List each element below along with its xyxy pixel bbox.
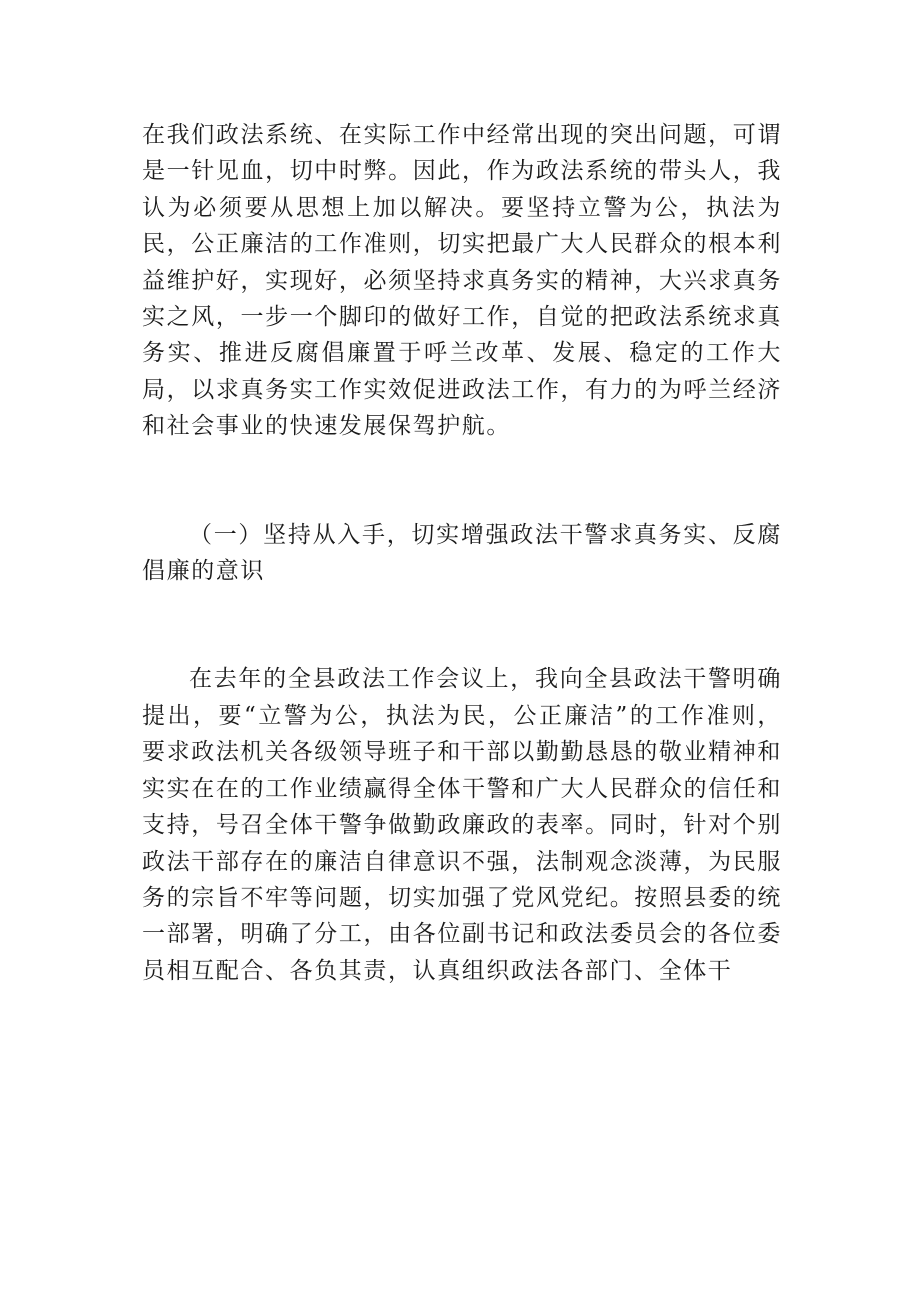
document-body [142, 117, 782, 989]
section-heading: （一）坚持从入手，切实增强政法干警求真务实、反腐倡廉的意识 [142, 521, 782, 585]
paragraph-spacer [142, 445, 782, 517]
paragraph-body: 在去年的全县政法工作会议上，我向全县政法干警明确提出，要“立警为公，执法为民，公正廉洁”的工作准则，要求政法机关各级领导班子和干部以勤勤恳恳的敬业精神和实实在在的工作业绩赢得全体干警和广大人民群众的信任和支持，号召全体干警争做勤政廉政的表率。同时，针对个别政法干部存在的廉洁自律意识不强，法制观念淡薄，为民服务的宗旨不牢等问题，切实加强了党风党纪。按照县委的统一部署，明确了分工，由各位副书记和政法委员会的各位委员相互配合、各负其责，认真组织政法各部门、全体干 [142, 666, 782, 984]
paragraph-intro: 在我们政法系统、在实际工作中经常出现的突出问题，可谓是一针见血，切中时弊。因此，作为政法系统的带头人，我认为必须要从思想上加以解决。要坚持立警为公，执法为民，公正廉洁的工作准则，切实把最广大人民群众的根本利益维护好，实现好，必须坚持求真务实的精神，大兴求真务实之风，一步一个脚印的做好工作，自觉的把政法系统求真务实、推进反腐倡廉置于呼兰改革、发展、稳定的工作大局，以求真务实工作实效促进政法工作，有力的为呼兰经济和社会事业的快速发展保驾护航。 [142, 122, 782, 440]
paragraph-spacer [142, 589, 782, 661]
